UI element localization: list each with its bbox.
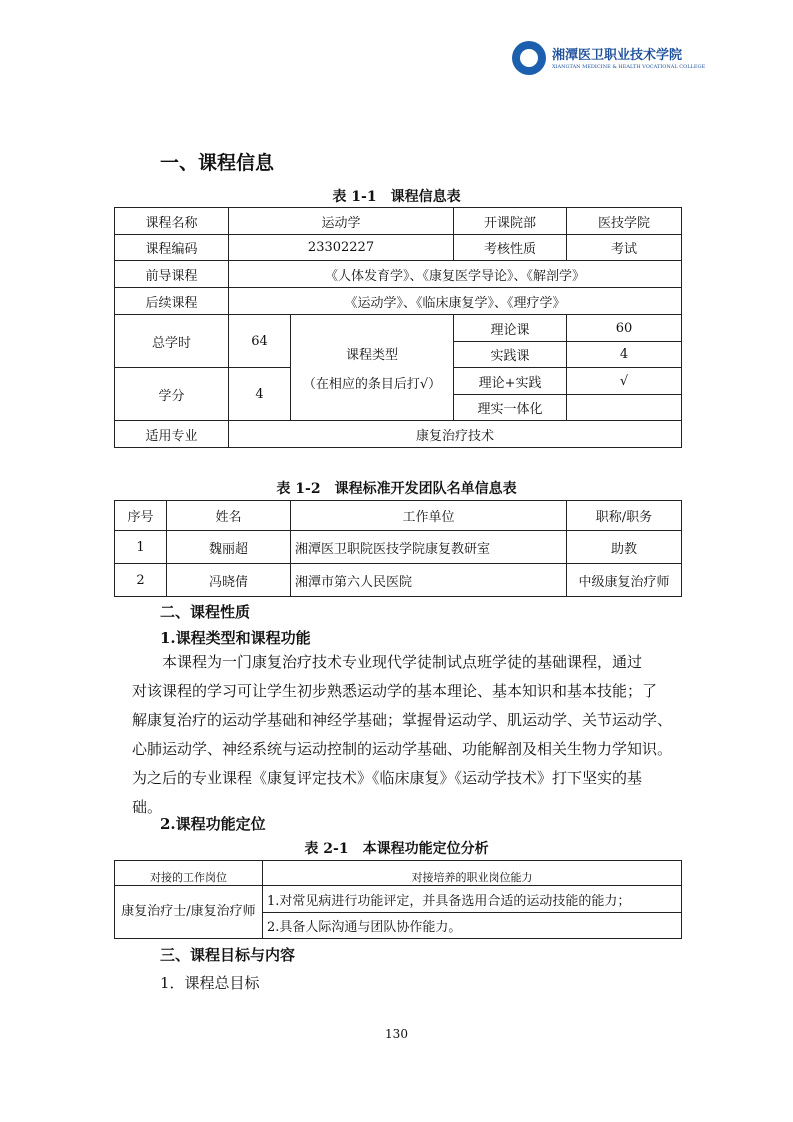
label: 总学时 [115,315,229,368]
cell: 中级康复治疗师 [567,564,682,597]
table-row [115,531,682,564]
cell: 1 [115,531,167,564]
line: 心肺运动学、神经系统与运动控制的运动学基础、功能解剖及相关生物力学知识。 [132,740,673,758]
logo-subtitle: XIANGTAN MEDICINE & HEALTH VOCATIONAL COLLEGE [552,64,706,70]
value: 23302227 [229,235,454,261]
column-header: 姓名 [167,501,291,531]
type-value: 60 [567,315,682,342]
value: 64 [229,315,291,368]
section-title: 一、课程信息 [160,152,275,174]
column-header: 职称/职务 [567,501,682,531]
type-value: 4 [567,342,682,368]
line: 为之后的专业课程《康复评定技术》《临床康复》《运动学技术》打下坚实的基 [132,769,643,787]
label: 考核性质 [454,235,567,261]
college-logo [512,40,706,80]
cell: 助教 [567,531,682,564]
cell: 冯晓倩 [167,564,291,597]
type-name: 理论+实践 [454,368,567,395]
logo-name: 湘潭医卫职业技术学院 [552,48,683,63]
cell: 湘潭市第六人民医院 [291,564,567,597]
line: 对该课程的学习可让学生初步熟悉运动学的基本理论、基本知识和基本技能；了 [132,682,658,700]
table-caption: 表 1-1 课程信息表 [332,189,461,205]
type-value: √ [567,368,682,395]
cell: 2 [115,564,167,597]
course-info-table [114,207,682,448]
value: 4 [229,368,291,421]
team-table [114,500,682,597]
value: 康复治疗技术 [229,421,682,448]
label: 课程名称 [115,208,229,235]
column-header: 对接培养的职业岗位能力 [263,861,682,886]
column-header: 序号 [115,501,167,531]
type-name: 理论课 [454,315,567,342]
logo-emblem-icon [512,41,546,75]
body-paragraph [132,648,692,822]
value: 《运动学》、《临床康复学》、《理疗学》 [229,288,682,315]
function-table [114,860,682,939]
line: 础。 [132,798,163,816]
course-type-cell [291,315,454,421]
subsection-title: 1．课程总目标 [160,974,260,992]
label: 前导课程 [115,261,229,288]
type-value [567,395,682,421]
value: 运动学 [229,208,454,235]
type-name: 实践课 [454,342,567,368]
cell: 湘潭医卫职院医技学院康复教研室 [291,531,567,564]
section-title: 二、课程性质 [160,603,251,621]
line: 本课程为一门康复治疗技术专业现代学徒制试点班学徒的基础课程，通过 [162,653,643,671]
label: 学分 [115,368,229,421]
value: 考试 [567,235,682,261]
table-row [115,564,682,597]
note: （在相应的条目后打√） [302,376,442,392]
label: 课程类型 [346,347,399,363]
label: 课程编码 [115,235,229,261]
subsection-title: 1.课程类型和课程功能 [160,629,311,647]
section-title: 三、课程目标与内容 [160,946,296,964]
page-number: 130 [385,1027,408,1041]
line: 解康复治疗的运动学基础和神经学基础；掌握骨运动学、肌运动学、关节运动学、 [132,711,673,729]
column-header: 工作单位 [291,501,567,531]
table-caption: 表 1-2 课程标准开发团队名单信息表 [276,481,517,497]
table-caption: 表 2-1 本课程功能定位分析 [304,841,489,857]
value: 医技学院 [567,208,682,235]
type-name: 理实一体化 [454,395,567,421]
label: 适用专业 [115,421,229,448]
position-cell: 康复治疗士/康复治疗师 [115,886,263,939]
label: 开课院部 [454,208,567,235]
column-header: 对接的工作岗位 [115,861,263,886]
label: 后续课程 [115,288,229,315]
cell: 魏丽超 [167,531,291,564]
ability-cell: 2.具备人际沟通与团队协作能力。 [263,913,682,939]
subsection-title: 2.课程功能定位 [160,815,266,833]
value: 《人体发育学》、《康复医学导论》、《解剖学》 [229,261,682,288]
ability-cell: 1.对常见病进行功能评定，并具备选用合适的运动技能的能力； [263,886,682,913]
